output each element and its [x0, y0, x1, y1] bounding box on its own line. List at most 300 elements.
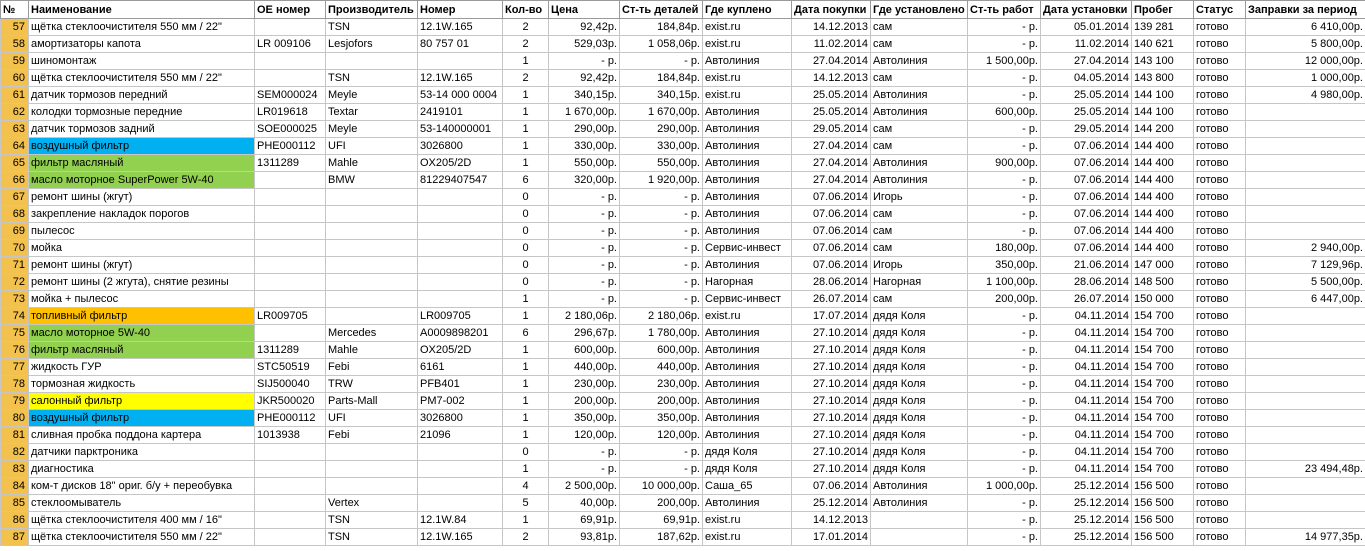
cell-purchase-date[interactable]: 27.10.2014 — [792, 376, 871, 393]
cell-install-date[interactable]: 04.05.2014 — [1041, 70, 1132, 87]
cell-part-number[interactable]: 53-140000001 — [418, 121, 503, 138]
cell-install-date[interactable]: 26.07.2014 — [1041, 291, 1132, 308]
cell-part-number[interactable]: OX205/2D — [418, 155, 503, 172]
cell-fuel-period[interactable] — [1246, 495, 1365, 512]
cell-work-cost[interactable]: - р. — [968, 495, 1041, 512]
cell-mileage[interactable]: 154 700 — [1132, 359, 1194, 376]
cell-bought-where[interactable]: Автолиния — [703, 189, 792, 206]
cell-fuel-period[interactable]: 7 129,96р. — [1246, 257, 1365, 274]
cell-price[interactable]: 69,91р. — [549, 512, 620, 529]
cell-bought-where[interactable]: Автолиния — [703, 376, 792, 393]
cell-fuel-period[interactable] — [1246, 478, 1365, 495]
cell-install-date[interactable]: 29.05.2014 — [1041, 121, 1132, 138]
cell-quantity[interactable]: 0 — [503, 444, 549, 461]
cell-manufacturer[interactable] — [326, 461, 418, 478]
cell-installed-where[interactable]: Автолиния — [871, 172, 968, 189]
cell-mileage[interactable]: 144 400 — [1132, 172, 1194, 189]
cell-mileage[interactable]: 156 500 — [1132, 529, 1194, 546]
cell-status[interactable]: готово — [1194, 104, 1246, 121]
cell-manufacturer[interactable]: TSN — [326, 70, 418, 87]
cell-install-date[interactable]: 04.11.2014 — [1041, 427, 1132, 444]
cell-number[interactable]: 71 — [1, 257, 29, 274]
cell-manufacturer[interactable] — [326, 223, 418, 240]
cell-mileage[interactable]: 144 100 — [1132, 104, 1194, 121]
cell-oe-number[interactable] — [255, 529, 326, 546]
cell-part-number[interactable]: 3026800 — [418, 410, 503, 427]
cell-purchase-date[interactable]: 07.06.2014 — [792, 257, 871, 274]
cell-fuel-period[interactable] — [1246, 121, 1365, 138]
cell-number[interactable]: 83 — [1, 461, 29, 478]
cell-bought-where[interactable]: Автолиния — [703, 495, 792, 512]
cell-parts-cost[interactable]: 200,00р. — [620, 393, 703, 410]
cell-oe-number[interactable]: 1311289 — [255, 342, 326, 359]
cell-quantity[interactable]: 1 — [503, 376, 549, 393]
cell-price[interactable]: - р. — [549, 223, 620, 240]
cell-quantity[interactable]: 0 — [503, 240, 549, 257]
cell-quantity[interactable]: 6 — [503, 325, 549, 342]
cell-status[interactable]: готово — [1194, 240, 1246, 257]
cell-parts-cost[interactable]: 290,00р. — [620, 121, 703, 138]
cell-purchase-date[interactable]: 14.12.2013 — [792, 512, 871, 529]
cell-quantity[interactable]: 6 — [503, 172, 549, 189]
cell-status[interactable]: готово — [1194, 359, 1246, 376]
cell-number[interactable]: 87 — [1, 529, 29, 546]
cell-manufacturer[interactable]: TSN — [326, 529, 418, 546]
cell-oe-number[interactable] — [255, 512, 326, 529]
cell-name[interactable]: щётка стеклоочистителя 550 мм / 22" — [29, 19, 255, 36]
cell-parts-cost[interactable]: 184,84р. — [620, 70, 703, 87]
cell-mileage[interactable]: 154 700 — [1132, 444, 1194, 461]
cell-price[interactable]: 296,67р. — [549, 325, 620, 342]
cell-part-number[interactable] — [418, 274, 503, 291]
cell-manufacturer[interactable]: Mahle — [326, 342, 418, 359]
cell-purchase-date[interactable]: 25.05.2014 — [792, 87, 871, 104]
cell-price[interactable]: - р. — [549, 206, 620, 223]
cell-manufacturer[interactable]: Febi — [326, 427, 418, 444]
cell-status[interactable]: готово — [1194, 461, 1246, 478]
cell-quantity[interactable]: 4 — [503, 478, 549, 495]
cell-oe-number[interactable] — [255, 223, 326, 240]
cell-quantity[interactable]: 1 — [503, 155, 549, 172]
cell-price[interactable]: 93,81р. — [549, 529, 620, 546]
cell-status[interactable]: готово — [1194, 291, 1246, 308]
cell-number[interactable]: 69 — [1, 223, 29, 240]
cell-bought-where[interactable]: Нагорная — [703, 274, 792, 291]
cell-bought-where[interactable]: Автолиния — [703, 53, 792, 70]
cell-manufacturer[interactable]: BMW — [326, 172, 418, 189]
cell-price[interactable]: - р. — [549, 444, 620, 461]
cell-oe-number[interactable] — [255, 257, 326, 274]
column-header-oe-number[interactable]: ОЕ номер — [255, 1, 326, 19]
cell-fuel-period[interactable] — [1246, 427, 1365, 444]
cell-manufacturer[interactable]: UFI — [326, 410, 418, 427]
cell-status[interactable]: готово — [1194, 189, 1246, 206]
cell-install-date[interactable]: 04.11.2014 — [1041, 461, 1132, 478]
cell-fuel-period[interactable] — [1246, 189, 1365, 206]
cell-installed-where[interactable]: Автолиния — [871, 155, 968, 172]
cell-part-number[interactable] — [418, 461, 503, 478]
cell-part-number[interactable]: LR009705 — [418, 308, 503, 325]
cell-installed-where[interactable]: сам — [871, 70, 968, 87]
cell-bought-where[interactable]: exist.ru — [703, 70, 792, 87]
cell-bought-where[interactable]: Автолиния — [703, 121, 792, 138]
cell-fuel-period[interactable] — [1246, 410, 1365, 427]
cell-price[interactable]: 440,00р. — [549, 359, 620, 376]
cell-bought-where[interactable]: exist.ru — [703, 19, 792, 36]
cell-name[interactable]: фильтр масляный — [29, 155, 255, 172]
cell-mileage[interactable]: 156 500 — [1132, 512, 1194, 529]
cell-status[interactable]: готово — [1194, 36, 1246, 53]
cell-name[interactable]: мойка + пылесос — [29, 291, 255, 308]
cell-work-cost[interactable]: - р. — [968, 444, 1041, 461]
cell-status[interactable]: готово — [1194, 138, 1246, 155]
cell-manufacturer[interactable]: UFI — [326, 138, 418, 155]
cell-install-date[interactable]: 25.05.2014 — [1041, 87, 1132, 104]
cell-purchase-date[interactable]: 17.07.2014 — [792, 308, 871, 325]
cell-purchase-date[interactable]: 26.07.2014 — [792, 291, 871, 308]
cell-quantity[interactable]: 1 — [503, 291, 549, 308]
cell-oe-number[interactable] — [255, 444, 326, 461]
cell-mileage[interactable]: 150 000 — [1132, 291, 1194, 308]
cell-price[interactable]: 92,42р. — [549, 70, 620, 87]
cell-status[interactable]: готово — [1194, 512, 1246, 529]
cell-mileage[interactable]: 144 400 — [1132, 240, 1194, 257]
cell-part-number[interactable] — [418, 444, 503, 461]
cell-status[interactable]: готово — [1194, 376, 1246, 393]
cell-name[interactable]: салонный фильтр — [29, 393, 255, 410]
cell-installed-where[interactable]: Игорь — [871, 189, 968, 206]
cell-status[interactable]: готово — [1194, 257, 1246, 274]
cell-manufacturer[interactable]: Textar — [326, 104, 418, 121]
cell-name[interactable]: воздушный фильтр — [29, 138, 255, 155]
cell-install-date[interactable]: 25.12.2014 — [1041, 495, 1132, 512]
column-header-purchase-date[interactable]: Дата покупки — [792, 1, 871, 19]
cell-purchase-date[interactable]: 27.10.2014 — [792, 444, 871, 461]
cell-oe-number[interactable] — [255, 291, 326, 308]
cell-bought-where[interactable]: Автолиния — [703, 138, 792, 155]
cell-work-cost[interactable]: - р. — [968, 138, 1041, 155]
cell-install-date[interactable]: 25.05.2014 — [1041, 104, 1132, 121]
cell-number[interactable]: 65 — [1, 155, 29, 172]
cell-manufacturer[interactable]: Vertex — [326, 495, 418, 512]
cell-install-date[interactable]: 21.06.2014 — [1041, 257, 1132, 274]
cell-quantity[interactable]: 1 — [503, 308, 549, 325]
cell-bought-where[interactable]: Автолиния — [703, 257, 792, 274]
cell-quantity[interactable]: 1 — [503, 342, 549, 359]
cell-price[interactable]: 1 670,00р. — [549, 104, 620, 121]
cell-work-cost[interactable]: - р. — [968, 461, 1041, 478]
cell-part-number[interactable]: A0009898201 — [418, 325, 503, 342]
cell-name[interactable]: датчик тормозов передний — [29, 87, 255, 104]
cell-purchase-date[interactable]: 27.04.2014 — [792, 53, 871, 70]
cell-number[interactable]: 67 — [1, 189, 29, 206]
cell-install-date[interactable]: 25.12.2014 — [1041, 529, 1132, 546]
cell-part-number[interactable] — [418, 291, 503, 308]
cell-name[interactable]: пылесос — [29, 223, 255, 240]
cell-part-number[interactable]: PFB401 — [418, 376, 503, 393]
cell-status[interactable]: готово — [1194, 495, 1246, 512]
cell-price[interactable]: 290,00р. — [549, 121, 620, 138]
cell-bought-where[interactable]: Автолиния — [703, 325, 792, 342]
cell-parts-cost[interactable]: 440,00р. — [620, 359, 703, 376]
column-header-part-number[interactable]: Номер — [418, 1, 503, 19]
cell-part-number[interactable]: 12.1W.165 — [418, 19, 503, 36]
cell-bought-where[interactable]: Автолиния — [703, 359, 792, 376]
cell-number[interactable]: 60 — [1, 70, 29, 87]
cell-installed-where[interactable]: Автолиния — [871, 478, 968, 495]
cell-number[interactable]: 78 — [1, 376, 29, 393]
column-header-status[interactable]: Статус — [1194, 1, 1246, 19]
cell-mileage[interactable]: 144 400 — [1132, 138, 1194, 155]
cell-purchase-date[interactable]: 27.04.2014 — [792, 155, 871, 172]
cell-oe-number[interactable] — [255, 461, 326, 478]
cell-price[interactable]: 529,03р. — [549, 36, 620, 53]
cell-parts-cost[interactable]: - р. — [620, 240, 703, 257]
column-header-work-cost[interactable]: Ст-ть работ — [968, 1, 1041, 19]
cell-number[interactable]: 59 — [1, 53, 29, 70]
cell-part-number[interactable] — [418, 257, 503, 274]
cell-name[interactable]: датчики парктроника — [29, 444, 255, 461]
cell-installed-where[interactable]: Автолиния — [871, 87, 968, 104]
cell-quantity[interactable]: 1 — [503, 512, 549, 529]
cell-fuel-period[interactable] — [1246, 359, 1365, 376]
cell-bought-where[interactable]: exist.ru — [703, 308, 792, 325]
cell-status[interactable]: готово — [1194, 206, 1246, 223]
cell-part-number[interactable] — [418, 495, 503, 512]
cell-manufacturer[interactable] — [326, 240, 418, 257]
cell-parts-cost[interactable]: 120,00р. — [620, 427, 703, 444]
cell-install-date[interactable]: 11.02.2014 — [1041, 36, 1132, 53]
cell-oe-number[interactable] — [255, 53, 326, 70]
cell-work-cost[interactable]: - р. — [968, 529, 1041, 546]
cell-part-number[interactable]: 21096 — [418, 427, 503, 444]
cell-quantity[interactable]: 2 — [503, 529, 549, 546]
cell-fuel-period[interactable] — [1246, 325, 1365, 342]
cell-bought-where[interactable]: Автолиния — [703, 427, 792, 444]
cell-oe-number[interactable] — [255, 172, 326, 189]
cell-part-number[interactable]: 80 757 01 — [418, 36, 503, 53]
cell-install-date[interactable]: 04.11.2014 — [1041, 376, 1132, 393]
cell-status[interactable]: готово — [1194, 410, 1246, 427]
cell-install-date[interactable]: 04.11.2014 — [1041, 410, 1132, 427]
cell-bought-where[interactable]: Автолиния — [703, 342, 792, 359]
cell-parts-cost[interactable]: - р. — [620, 461, 703, 478]
cell-purchase-date[interactable]: 14.12.2013 — [792, 70, 871, 87]
cell-parts-cost[interactable]: 230,00р. — [620, 376, 703, 393]
cell-work-cost[interactable]: 1 000,00р. — [968, 478, 1041, 495]
cell-quantity[interactable]: 5 — [503, 495, 549, 512]
cell-fuel-period[interactable]: 6 447,00р. — [1246, 291, 1365, 308]
cell-bought-where[interactable]: Автолиния — [703, 393, 792, 410]
cell-manufacturer[interactable] — [326, 257, 418, 274]
column-header-bought-where[interactable]: Где куплено — [703, 1, 792, 19]
cell-work-cost[interactable]: - р. — [968, 36, 1041, 53]
cell-fuel-period[interactable]: 5 800,00р. — [1246, 36, 1365, 53]
cell-parts-cost[interactable]: - р. — [620, 291, 703, 308]
cell-mileage[interactable]: 156 500 — [1132, 495, 1194, 512]
cell-purchase-date[interactable]: 27.10.2014 — [792, 325, 871, 342]
cell-fuel-period[interactable]: 12 000,00р. — [1246, 53, 1365, 70]
cell-purchase-date[interactable]: 27.10.2014 — [792, 410, 871, 427]
cell-installed-where[interactable]: Нагорная — [871, 274, 968, 291]
cell-name[interactable]: масло моторное 5W-40 — [29, 325, 255, 342]
cell-price[interactable]: 320,00р. — [549, 172, 620, 189]
cell-fuel-period[interactable] — [1246, 444, 1365, 461]
cell-installed-where[interactable]: Автолиния — [871, 104, 968, 121]
cell-purchase-date[interactable]: 27.04.2014 — [792, 172, 871, 189]
cell-installed-where[interactable]: сам — [871, 19, 968, 36]
column-header-manufacturer[interactable]: Производитель — [326, 1, 418, 19]
cell-install-date[interactable]: 07.06.2014 — [1041, 138, 1132, 155]
cell-parts-cost[interactable]: 1 058,06р. — [620, 36, 703, 53]
cell-price[interactable]: 330,00р. — [549, 138, 620, 155]
cell-fuel-period[interactable] — [1246, 308, 1365, 325]
cell-parts-cost[interactable]: 1 920,00р. — [620, 172, 703, 189]
cell-purchase-date[interactable]: 17.01.2014 — [792, 529, 871, 546]
cell-work-cost[interactable]: 180,00р. — [968, 240, 1041, 257]
cell-number[interactable]: 63 — [1, 121, 29, 138]
cell-status[interactable]: готово — [1194, 444, 1246, 461]
cell-mileage[interactable]: 143 800 — [1132, 70, 1194, 87]
cell-install-date[interactable]: 04.11.2014 — [1041, 444, 1132, 461]
cell-installed-where[interactable]: сам — [871, 121, 968, 138]
cell-bought-where[interactable]: Автолиния — [703, 206, 792, 223]
cell-price[interactable]: 230,00р. — [549, 376, 620, 393]
cell-status[interactable]: готово — [1194, 274, 1246, 291]
cell-status[interactable]: готово — [1194, 87, 1246, 104]
cell-fuel-period[interactable]: 1 000,00р. — [1246, 70, 1365, 87]
cell-work-cost[interactable]: - р. — [968, 393, 1041, 410]
cell-mileage[interactable]: 147 000 — [1132, 257, 1194, 274]
column-header-fuel-period[interactable]: Заправки за период — [1246, 1, 1365, 19]
cell-installed-where[interactable]: дядя Коля — [871, 325, 968, 342]
cell-purchase-date[interactable]: 29.05.2014 — [792, 121, 871, 138]
cell-name[interactable]: фильтр масляный — [29, 342, 255, 359]
cell-oe-number[interactable] — [255, 189, 326, 206]
cell-work-cost[interactable]: - р. — [968, 121, 1041, 138]
cell-quantity[interactable]: 1 — [503, 410, 549, 427]
cell-number[interactable]: 58 — [1, 36, 29, 53]
cell-purchase-date[interactable]: 14.12.2013 — [792, 19, 871, 36]
cell-number[interactable]: 70 — [1, 240, 29, 257]
column-header-mileage[interactable]: Пробег — [1132, 1, 1194, 19]
cell-parts-cost[interactable]: 340,15р. — [620, 87, 703, 104]
cell-work-cost[interactable]: - р. — [968, 19, 1041, 36]
cell-mileage[interactable]: 154 700 — [1132, 342, 1194, 359]
cell-installed-where[interactable]: сам — [871, 291, 968, 308]
cell-status[interactable]: готово — [1194, 121, 1246, 138]
cell-price[interactable]: 200,00р. — [549, 393, 620, 410]
cell-manufacturer[interactable] — [326, 189, 418, 206]
cell-mileage[interactable]: 144 100 — [1132, 87, 1194, 104]
cell-parts-cost[interactable]: 2 180,06р. — [620, 308, 703, 325]
cell-number[interactable]: 79 — [1, 393, 29, 410]
cell-parts-cost[interactable]: 1 670,00р. — [620, 104, 703, 121]
cell-installed-where[interactable]: Автолиния — [871, 53, 968, 70]
cell-installed-where[interactable]: сам — [871, 206, 968, 223]
cell-parts-cost[interactable]: - р. — [620, 274, 703, 291]
cell-manufacturer[interactable] — [326, 206, 418, 223]
cell-mileage[interactable]: 144 400 — [1132, 189, 1194, 206]
cell-oe-number[interactable] — [255, 495, 326, 512]
cell-work-cost[interactable]: - р. — [968, 189, 1041, 206]
cell-installed-where[interactable]: дядя Коля — [871, 342, 968, 359]
cell-mileage[interactable]: 144 400 — [1132, 155, 1194, 172]
cell-name[interactable]: ремонт шины (2 жгута), снятие резины — [29, 274, 255, 291]
cell-purchase-date[interactable]: 28.06.2014 — [792, 274, 871, 291]
cell-bought-where[interactable]: exist.ru — [703, 512, 792, 529]
cell-quantity[interactable]: 1 — [503, 461, 549, 478]
cell-mileage[interactable]: 156 500 — [1132, 478, 1194, 495]
cell-purchase-date[interactable]: 27.10.2014 — [792, 359, 871, 376]
cell-oe-number[interactable]: SOE000025 — [255, 121, 326, 138]
cell-name[interactable]: ремонт шины (жгут) — [29, 189, 255, 206]
cell-status[interactable]: готово — [1194, 19, 1246, 36]
cell-quantity[interactable]: 0 — [503, 257, 549, 274]
cell-installed-where[interactable]: дядя Коля — [871, 359, 968, 376]
cell-name[interactable]: колодки тормозные передние — [29, 104, 255, 121]
cell-name[interactable]: сливная пробка поддона картера — [29, 427, 255, 444]
cell-fuel-period[interactable]: 14 977,35р. — [1246, 529, 1365, 546]
cell-manufacturer[interactable]: Febi — [326, 359, 418, 376]
cell-quantity[interactable]: 1 — [503, 87, 549, 104]
cell-bought-where[interactable]: Автолиния — [703, 104, 792, 121]
cell-part-number[interactable]: 12.1W.165 — [418, 529, 503, 546]
cell-work-cost[interactable]: - р. — [968, 410, 1041, 427]
cell-fuel-period[interactable]: 5 500,00р. — [1246, 274, 1365, 291]
cell-purchase-date[interactable]: 27.04.2014 — [792, 138, 871, 155]
cell-installed-where[interactable]: дядя Коля — [871, 410, 968, 427]
cell-part-number[interactable] — [418, 240, 503, 257]
cell-oe-number[interactable]: 1311289 — [255, 155, 326, 172]
cell-parts-cost[interactable]: 600,00р. — [620, 342, 703, 359]
cell-price[interactable]: 2 500,00р. — [549, 478, 620, 495]
cell-bought-where[interactable]: Автолиния — [703, 155, 792, 172]
cell-mileage[interactable]: 154 700 — [1132, 308, 1194, 325]
cell-fuel-period[interactable] — [1246, 104, 1365, 121]
cell-bought-where[interactable]: Автолиния — [703, 223, 792, 240]
cell-manufacturer[interactable] — [326, 444, 418, 461]
cell-bought-where[interactable]: exist.ru — [703, 529, 792, 546]
cell-quantity[interactable]: 1 — [503, 359, 549, 376]
cell-purchase-date[interactable]: 27.10.2014 — [792, 393, 871, 410]
column-header-price[interactable]: Цена — [549, 1, 620, 19]
cell-mileage[interactable]: 140 621 — [1132, 36, 1194, 53]
cell-part-number[interactable] — [418, 53, 503, 70]
cell-mileage[interactable]: 154 700 — [1132, 461, 1194, 478]
cell-price[interactable]: 92,42р. — [549, 19, 620, 36]
cell-status[interactable]: готово — [1194, 529, 1246, 546]
cell-name[interactable]: масло моторное SuperPower 5W-40 — [29, 172, 255, 189]
cell-parts-cost[interactable]: 187,62р. — [620, 529, 703, 546]
cell-install-date[interactable]: 27.04.2014 — [1041, 53, 1132, 70]
cell-name[interactable]: топливный фильтр — [29, 308, 255, 325]
cell-parts-cost[interactable]: - р. — [620, 444, 703, 461]
cell-status[interactable]: готово — [1194, 478, 1246, 495]
cell-price[interactable]: 350,00р. — [549, 410, 620, 427]
cell-mileage[interactable]: 154 700 — [1132, 325, 1194, 342]
cell-work-cost[interactable]: - р. — [968, 70, 1041, 87]
cell-status[interactable]: готово — [1194, 223, 1246, 240]
cell-status[interactable]: готово — [1194, 172, 1246, 189]
cell-number[interactable]: 68 — [1, 206, 29, 223]
column-header-parts-cost[interactable]: Ст-ть деталей — [620, 1, 703, 19]
cell-mileage[interactable]: 144 400 — [1132, 223, 1194, 240]
cell-fuel-period[interactable] — [1246, 138, 1365, 155]
cell-name[interactable]: диагностика — [29, 461, 255, 478]
cell-work-cost[interactable]: 200,00р. — [968, 291, 1041, 308]
cell-bought-where[interactable]: Саша_65 — [703, 478, 792, 495]
